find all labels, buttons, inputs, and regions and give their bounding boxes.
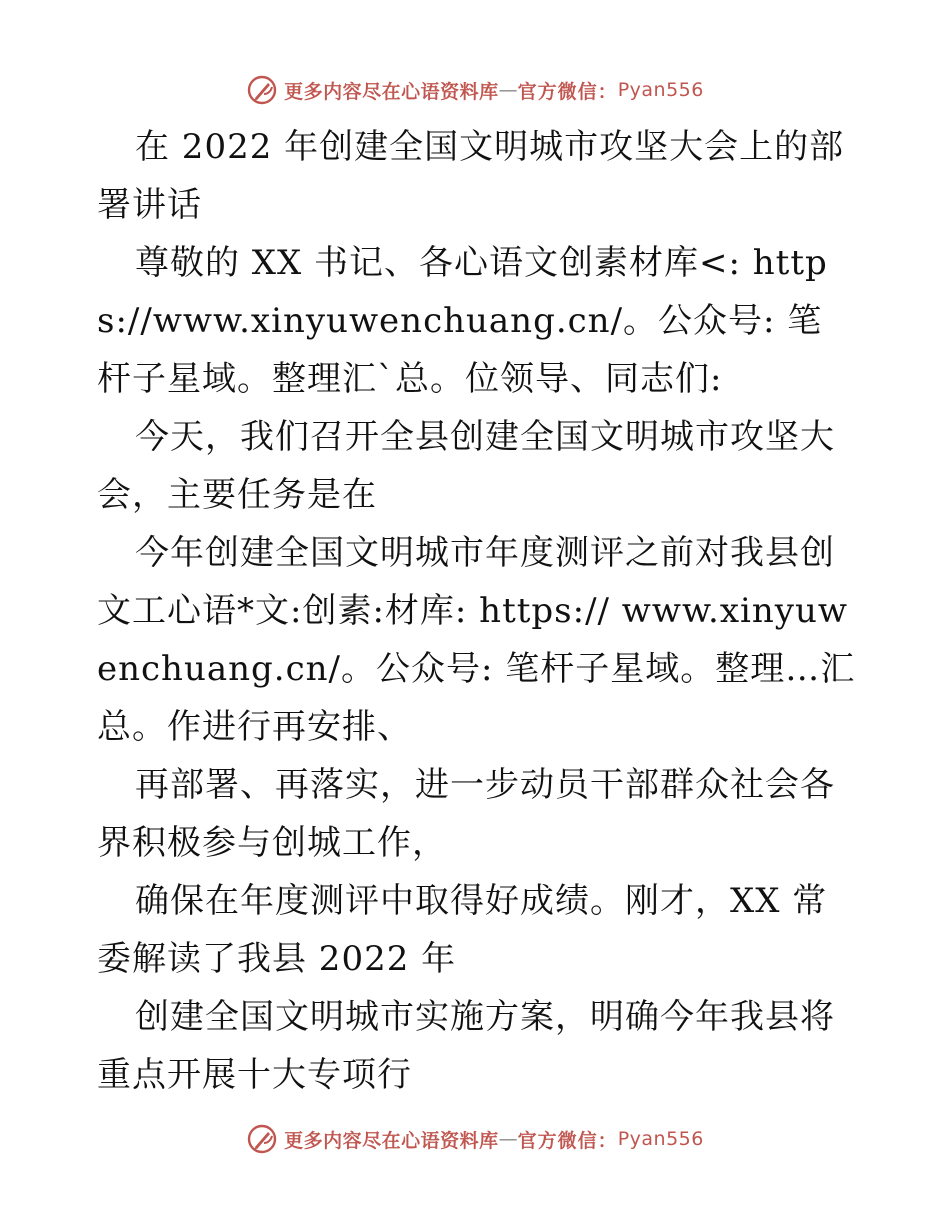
header-separator: — <box>498 79 518 101</box>
document-body <box>97 118 857 1104</box>
document-paragraph: 今天，我们召开全县创建全国文明城市攻坚大会，主要任务是在 <box>97 417 835 515</box>
footer-separator: — <box>498 1128 518 1150</box>
header-banner <box>0 70 950 110</box>
document-paragraph: 尊敬的 XX 书记、各心语文创素材库<: https://www.xinyuwenchuang.cn/。公众号: 笔杆子星域。整理汇`总。位领导、同志们: <box>97 243 828 399</box>
document-paragraph: 再部署、再落实，进一步动员干部群众社会各界积极参与创城工作， <box>97 765 835 863</box>
quill-pen-icon <box>246 1123 278 1155</box>
document-title-paragraph: 在 2022 年创建全国文明城市攻坚大会上的部署讲话 <box>97 127 845 225</box>
header-wechat-id: Pyan556 <box>617 79 704 101</box>
footer-wechat-label: 官方微信： <box>517 1129 618 1152</box>
document-paragraph: 创建全国文明城市实施方案，明确今年我县将重点开展十大专项行 <box>97 997 835 1095</box>
footer-wechat-id: Pyan556 <box>617 1128 704 1150</box>
footer-brand-text: 更多内容尽在心语资料库 <box>284 1129 499 1152</box>
header-wechat-label: 官方微信： <box>517 80 618 103</box>
document-paragraph: 今年创建全国文明城市年度测评之前对我县创文工心语*文:创素:材库: https:// www.xinyuwenchuang.cn/。公众号: 笔杆子星域。整理…汇总。作进行再安排、 <box>97 533 856 747</box>
header-brand-text: 更多内容尽在心语资料库 <box>284 80 499 103</box>
document-paragraph: 确保在年度测评中取得好成绩。刚才，XX 常委解读了我县 2022 年 <box>97 881 828 979</box>
footer-banner <box>0 1119 950 1159</box>
quill-pen-icon <box>246 74 278 106</box>
